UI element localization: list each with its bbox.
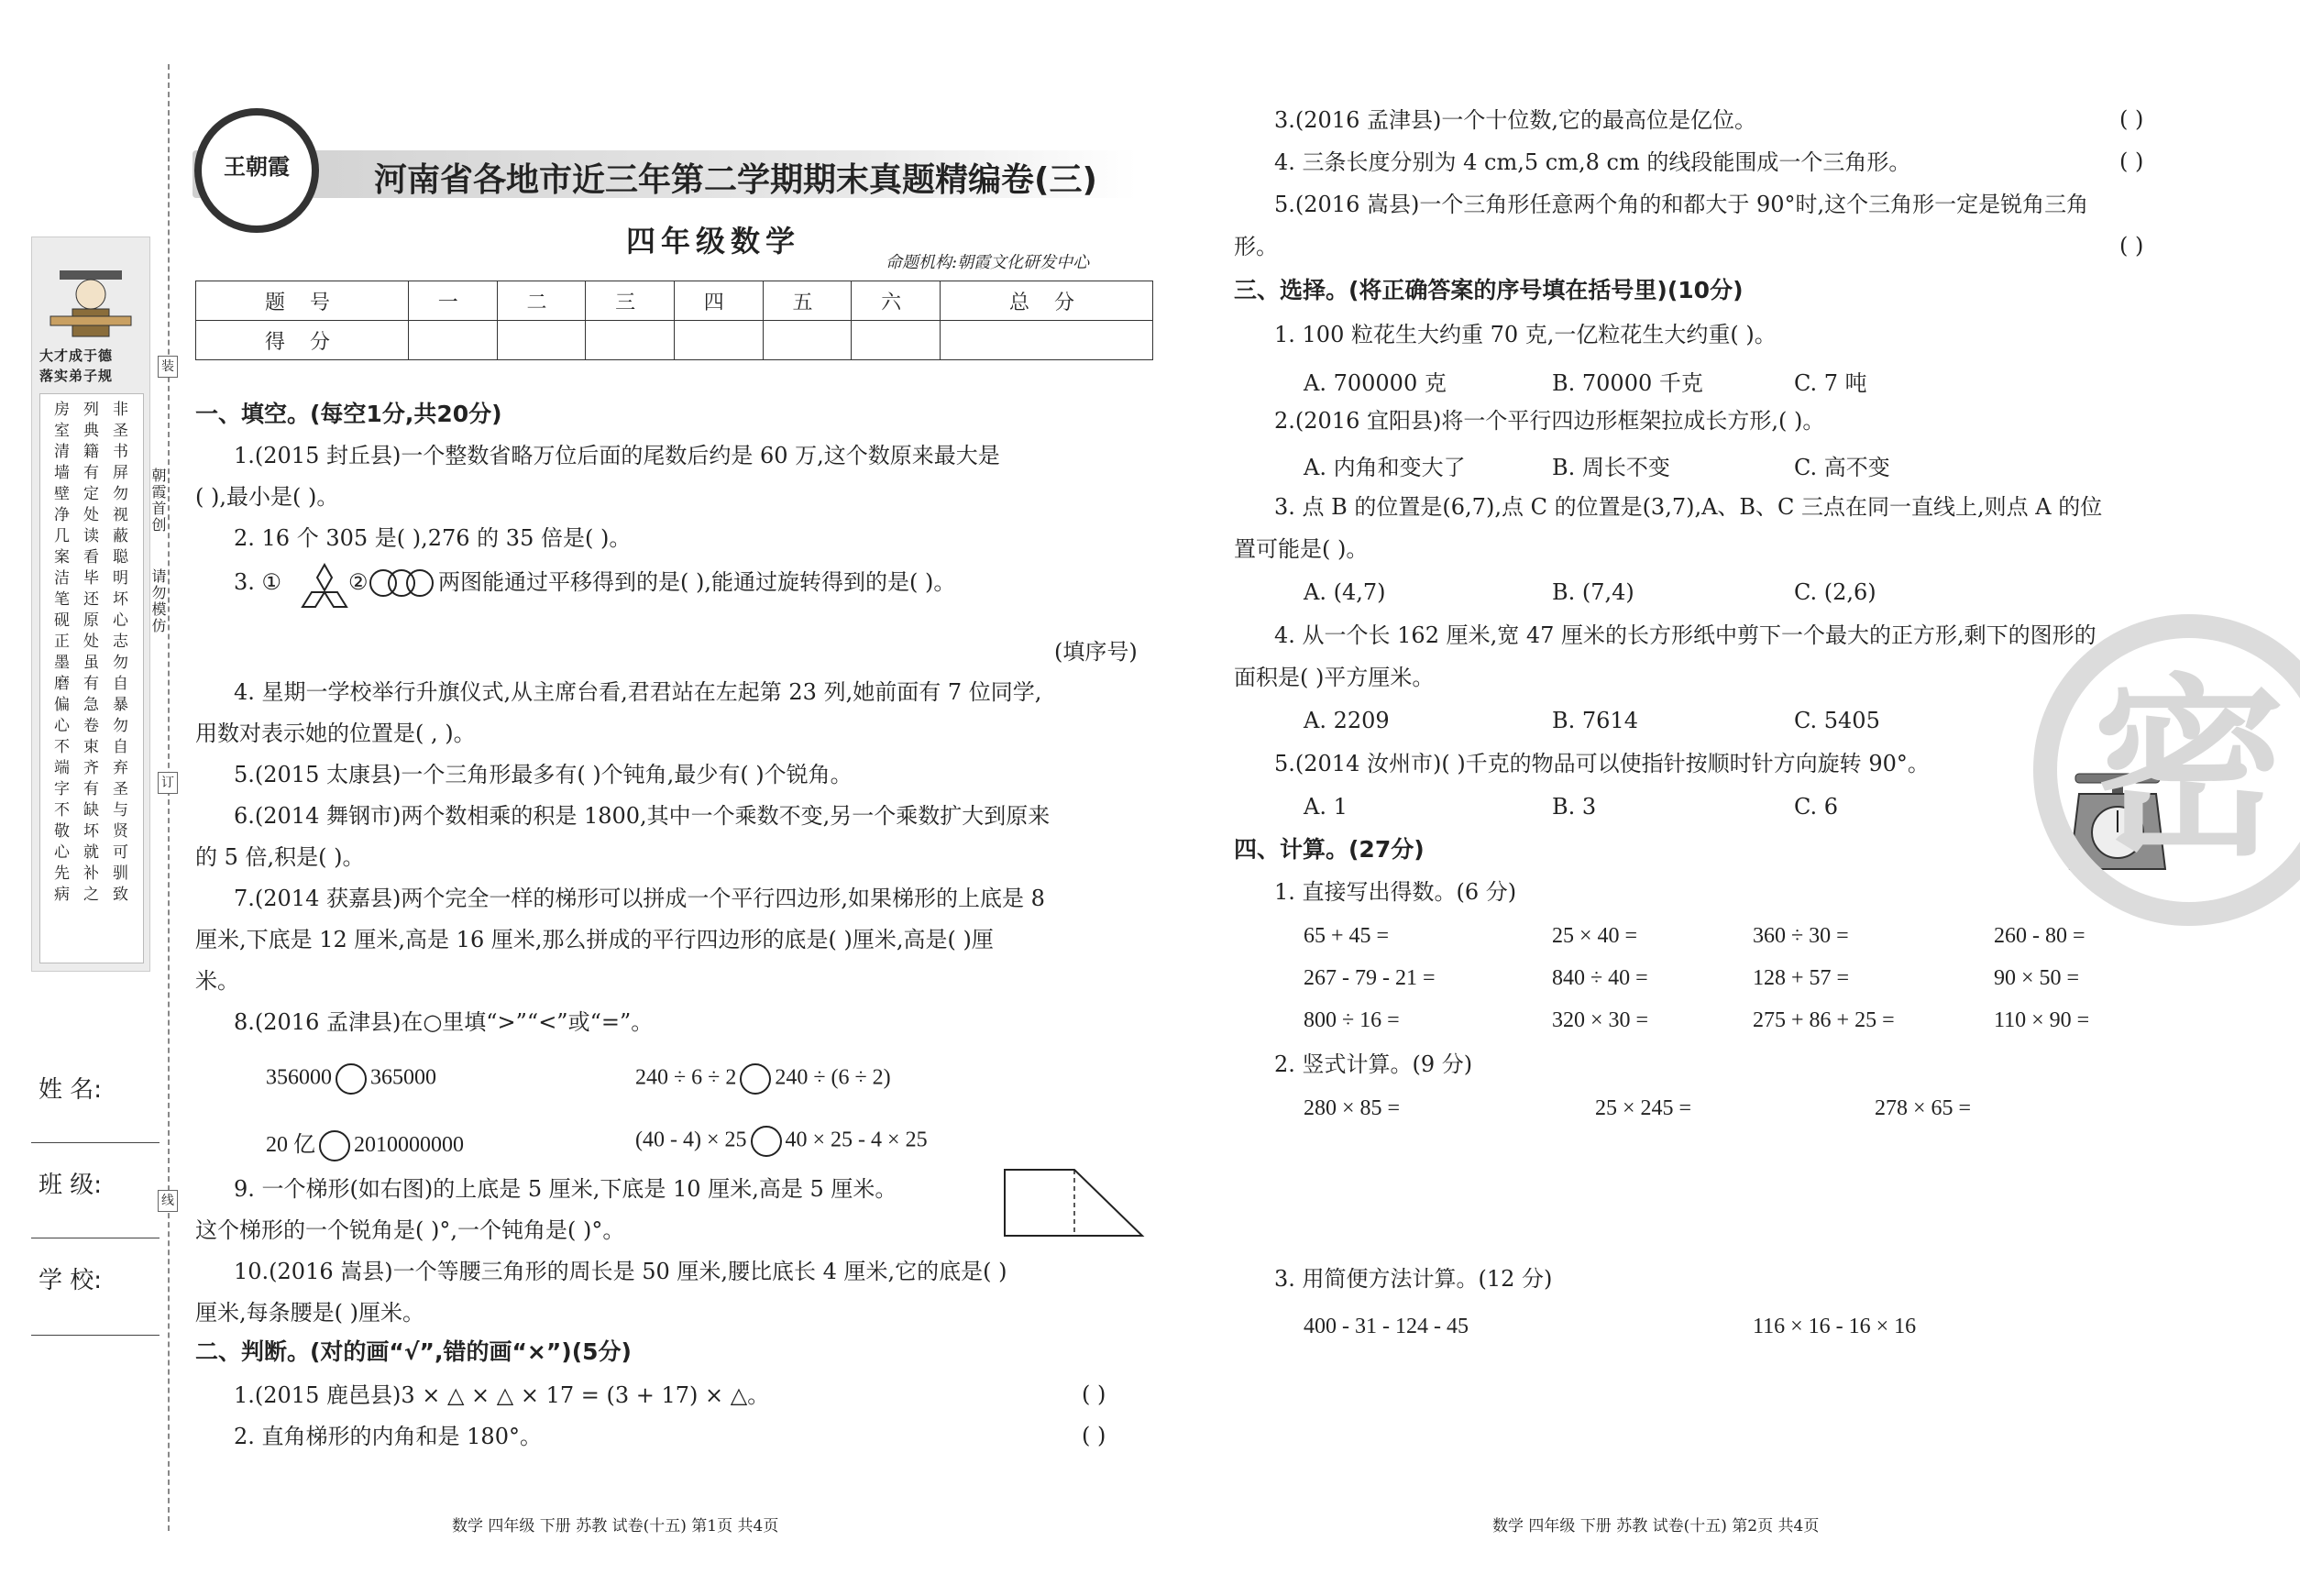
motto-column-2: 列典籍有定处读看毕还原处虽有急卷束齐有缺坏就补之 <box>80 401 98 907</box>
s3-q2-option-c[interactable]: C. 高不变 <box>1794 455 1890 480</box>
s3-q1: 1. 100 粒花生大约重 70 克,一亿粒花生大约重( )。 <box>1274 322 1777 347</box>
s2-q4: 4. 三条长度分别为 4 cm,5 cm,8 cm 的线段能围成一个三角形。 <box>1274 149 1911 175</box>
mental-calc-item: 275 + 86 + 25 = <box>1753 1008 1895 1032</box>
vertical-calc-item: 280 × 85 = <box>1304 1096 1401 1120</box>
s2-q2: 2. 直角梯形的内角和是 180°。 <box>234 1424 542 1449</box>
vertical-calc-item: 25 × 245 = <box>1595 1096 1692 1120</box>
s2-q2-answer[interactable]: ( ) <box>1082 1423 1106 1448</box>
mental-calc-item: 267 - 79 - 21 = <box>1304 966 1436 990</box>
scholar-illustration <box>32 243 149 344</box>
logo-text: 王朝霞 <box>224 153 290 180</box>
s1-q9-line1: 9. 一个梯形(如右图)的上底是 5 厘米,下底是 10 厘米,高是 5 厘米。 <box>234 1176 897 1202</box>
s2-q5-answer[interactable]: ( ) <box>2119 233 2144 259</box>
mental-calc-item: 128 + 57 = <box>1753 966 1850 990</box>
s1-q1-line1: 1.(2015 封丘县)一个整数省略万位后面的尾数后约是 60 万,这个数原来最大是 <box>234 443 1000 468</box>
trapezoid-figure <box>1001 1164 1148 1241</box>
s3-q4-line2: 面积是( )平方厘米。 <box>1234 665 1435 690</box>
score-header-cell: 题 号 <box>196 281 409 321</box>
q8-compare-2 <box>635 1063 891 1095</box>
s2-q3-answer[interactable]: ( ) <box>2119 106 2144 132</box>
s1-q3-prefix: 3. ① <box>234 569 282 595</box>
q8-expr: 365000 <box>370 1065 436 1090</box>
score-table-score-row <box>196 321 1153 360</box>
score-table-header-row <box>196 281 1153 321</box>
s3-q2: 2.(2016 宜阳县)将一个平行四边形框架拉成长方形,( )。 <box>1274 408 1825 434</box>
s2-q1: 1.(2015 鹿邑县)3 × △ × △ × 17 = (3 + 17) × △。 <box>234 1382 770 1408</box>
score-header-cell: 总 分 <box>940 281 1152 321</box>
s1-q4-line2: 用数对表示她的位置是( , )。 <box>195 721 476 746</box>
s2-q5-line2: 形。 <box>1234 234 1278 259</box>
score-table <box>195 281 1153 360</box>
q3-figure-2 <box>369 567 442 600</box>
mental-calc-item: 260 - 80 = <box>1994 924 2085 948</box>
simplify-calc-item: 400 - 31 - 124 - 45 <box>1304 1315 1469 1338</box>
score-cell[interactable] <box>940 321 1152 360</box>
section1-title: 一、填空。(每空1分,共20分) <box>195 401 502 427</box>
logo <box>194 108 319 233</box>
s1-q3-text: 两图能通过平移得到的是( ),能通过旋转得到的是( )。 <box>438 569 956 595</box>
s1-q6-line2: 的 5 倍,积是( )。 <box>195 844 365 870</box>
s1-q10-line1: 10.(2016 嵩县)一个等腰三角形的周长是 50 厘米,腰比底长 4 厘米,它的底是( ) <box>234 1259 1007 1284</box>
score-cell[interactable] <box>852 321 941 360</box>
mental-calc-item: 90 × 50 = <box>1994 966 2080 990</box>
subject-title: 四年级数学 <box>626 224 801 259</box>
s3-q4-option-c[interactable]: C. 5405 <box>1794 708 1880 733</box>
margin-note-1: 朝霞首创 <box>149 468 167 534</box>
school-field[interactable] <box>31 1335 160 1336</box>
s4-part3-title: 3. 用简便方法计算。(12 分) <box>1274 1266 1553 1292</box>
s3-q3-line2: 置可能是( )。 <box>1234 536 1369 562</box>
score-header-cell: 三 <box>586 281 675 321</box>
mental-calc-item: 800 ÷ 16 = <box>1304 1008 1400 1032</box>
s3-q5-option-c[interactable]: C. 6 <box>1794 794 1839 820</box>
s2-q5-line1: 5.(2016 嵩县)一个三角形任意两个角的和都大于 90°时,这个三角形一定是锐角三角 <box>1274 192 2089 217</box>
binding-dashed-line <box>168 64 170 1531</box>
s3-q4-option-a[interactable]: A. 2209 <box>1304 708 1390 733</box>
motto-bottom: 落实弟子规 <box>39 368 114 384</box>
s1-q5: 5.(2015 太康县)一个三角形最多有( )个钝角,最少有( )个锐角。 <box>234 762 853 787</box>
s3-q5-option-a[interactable]: A. 1 <box>1304 794 1348 820</box>
s1-q3-note: (填序号) <box>1054 639 1138 665</box>
s3-q1-option-c[interactable]: C. 7 吨 <box>1794 370 1867 396</box>
q8-expr: 240 ÷ (6 ÷ 2) <box>775 1065 891 1090</box>
s3-q2-option-b[interactable]: B. 周长不变 <box>1552 455 1670 480</box>
s4-part2-title: 2. 竖式计算。(9 分) <box>1274 1051 1473 1077</box>
q8-expr: 240 ÷ 6 ÷ 2 <box>635 1065 737 1090</box>
s1-q2: 2. 16 个 305 是( ),276 的 35 倍是( )。 <box>234 525 632 551</box>
vertical-calc-item: 278 × 65 = <box>1875 1096 1972 1120</box>
q8-compare-4 <box>635 1126 928 1157</box>
section4-title: 四、计算。(27分) <box>1234 836 1425 863</box>
mental-calc-item: 360 ÷ 30 = <box>1753 924 1849 948</box>
s1-q10-line2: 厘米,每条腰是( )厘米。 <box>195 1300 424 1326</box>
score-header-cell: 一 <box>408 281 497 321</box>
s4-part1-title: 1. 直接写出得数。(6 分) <box>1274 879 1517 905</box>
s1-q7-line1: 7.(2014 获嘉县)两个完全一样的梯形可以拼成一个平行四边形,如果梯形的上底是 8 <box>234 886 1045 911</box>
score-cell[interactable] <box>763 321 852 360</box>
mental-calc-item: 840 ÷ 40 = <box>1552 966 1648 990</box>
motto-top: 大才成于德 <box>39 347 114 364</box>
score-header-cell: 六 <box>852 281 941 321</box>
s2-q3: 3.(2016 孟津县)一个十位数,它的最高位是亿位。 <box>1274 107 1756 133</box>
binding-seal-3: 线 <box>158 1190 178 1212</box>
s2-q1-answer[interactable]: ( ) <box>1082 1381 1106 1407</box>
s3-q5: 5.(2014 汝州市)( )千克的物品可以使指针按顺时针方向旋转 90°。 <box>1274 751 1930 776</box>
s1-q3-mid: ② <box>348 569 369 595</box>
compare-circle[interactable] <box>319 1130 350 1161</box>
score-header-cell: 二 <box>497 281 586 321</box>
watermark-seal <box>2033 614 2300 926</box>
s3-q3-option-b[interactable]: B. (7,4) <box>1552 579 1634 605</box>
section3-title: 三、选择。(将正确答案的序号填在括号里)(10分) <box>1234 277 1744 303</box>
s3-q1-option-a[interactable]: A. 700000 克 <box>1304 370 1447 396</box>
q8-compare-3 <box>266 1126 464 1161</box>
score-header-cell: 四 <box>674 281 763 321</box>
name-label: 姓 名: <box>39 1076 103 1104</box>
name-field[interactable] <box>31 1142 160 1143</box>
mental-calc-item: 320 × 30 = <box>1552 1008 1649 1032</box>
score-cell[interactable] <box>586 321 675 360</box>
s2-q4-answer[interactable]: ( ) <box>2119 149 2144 174</box>
s1-q4-line1: 4. 星期一学校举行升旗仪式,从主席台看,君君站在左起第 23 列,她前面有 7 位同学, <box>234 679 1042 705</box>
q8-expr: 40 × 25 - 4 × 25 <box>785 1128 928 1152</box>
section2-title: 二、判断。(对的画“√”,错的画“×”)(5分) <box>195 1338 632 1365</box>
score-cell[interactable] <box>408 321 497 360</box>
s3-q3-option-a[interactable]: A. (4,7) <box>1304 579 1386 605</box>
motto-column-3: 房室清墙壁净几案洁笔砚正墨磨偏心不端字不敬心先病 <box>50 401 69 907</box>
margin-note-2: 请勿模仿 <box>149 568 167 634</box>
binding-seal-1: 装 <box>158 356 178 378</box>
s3-q3-option-c[interactable]: C. (2,6) <box>1794 579 1876 605</box>
footer-page2: 数学 四年级 下册 苏教 试卷(十五) 第2页 共4页 <box>1492 1517 1820 1535</box>
q8-expr: 2010000000 <box>354 1133 464 1157</box>
score-row-label: 得 分 <box>196 321 409 360</box>
q8-compare-1 <box>266 1063 436 1095</box>
binding-seal-2: 订 <box>158 772 178 794</box>
s3-q2-option-a[interactable]: A. 内角和变大了 <box>1304 455 1466 480</box>
q3-figure-1 <box>299 561 350 612</box>
footer-page1: 数学 四年级 下册 苏教 试卷(十五) 第1页 共4页 <box>452 1517 779 1535</box>
s1-q7-line2: 厘米,下底是 12 厘米,高是 16 厘米,那么拼成的平行四边形的底是( )厘米,高是( )厘 <box>195 927 994 952</box>
compare-circle[interactable] <box>740 1063 771 1095</box>
compare-circle[interactable] <box>336 1063 367 1095</box>
mental-calc-item: 110 × 90 = <box>1994 1008 2090 1032</box>
q8-expr: 20 亿 <box>266 1133 315 1157</box>
organization: 命题机构:朝霞文化研发中心 <box>886 253 1090 272</box>
mental-calc-item: 65 + 45 = <box>1304 924 1390 948</box>
motto-column-1: 非圣书屏勿视蔽聪明坏心志勿自暴勿自弃圣与贤可驯致 <box>109 401 127 907</box>
page-title: 河南省各地市近三年第二学期期末真题精编卷(三) <box>374 161 1097 199</box>
mental-calc-item: 25 × 40 = <box>1552 924 1638 948</box>
class-label: 班 级: <box>39 1172 103 1199</box>
s1-q1-line2: ( ),最小是( )。 <box>195 484 339 510</box>
s1-q6-line1: 6.(2014 舞钢市)两个数相乘的积是 1800,其中一个乘数不变,另一个乘数扩大到原来 <box>234 803 1051 829</box>
s1-q8: 8.(2016 孟津县)在○里填“>”“<”或“=”。 <box>234 1009 654 1035</box>
s3-q5-option-b[interactable]: B. 3 <box>1552 794 1597 820</box>
school-label: 学 校: <box>39 1267 103 1294</box>
q8-expr: 356000 <box>266 1065 332 1090</box>
score-cell[interactable] <box>674 321 763 360</box>
s3-q3-line1: 3. 点 B 的位置是(6,7),点 C 的位置是(3,7),A、B、C 三点在同一直线上,则点 A 的位 <box>1274 494 2103 520</box>
watermark-text: 密 <box>2092 657 2285 882</box>
score-header-cell: 五 <box>763 281 852 321</box>
s3-q4-line1: 4. 从一个长 162 厘米,宽 47 厘米的长方形纸中剪下一个最大的正方形,剩下的图形的 <box>1274 622 2096 648</box>
s3-q4-option-b[interactable]: B. 7614 <box>1552 708 1638 733</box>
compare-circle[interactable] <box>751 1126 782 1157</box>
sidebar-motto-panel <box>31 237 150 972</box>
score-cell[interactable] <box>497 321 586 360</box>
s1-q7-line3: 米。 <box>195 968 239 994</box>
q8-expr: (40 - 4) × 25 <box>635 1128 747 1152</box>
simplify-calc-item: 116 × 16 - 16 × 16 <box>1753 1315 1917 1338</box>
s3-q1-option-b[interactable]: B. 70000 千克 <box>1552 370 1703 396</box>
s1-q9-line2: 这个梯形的一个锐角是( )°,一个钝角是( )°。 <box>195 1217 625 1243</box>
